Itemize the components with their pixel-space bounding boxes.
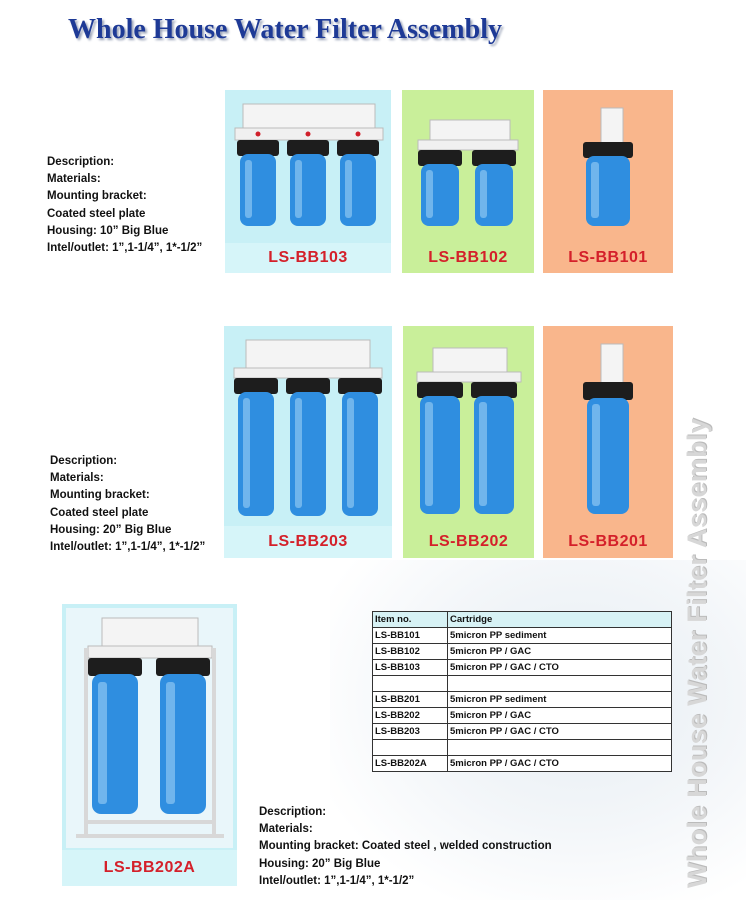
table-row: [373, 676, 672, 692]
desc-line: Housing: 10” Big Blue: [47, 224, 169, 237]
desc-line: Intel/outlet: 1”,1-1/4”, 1*-1/2”: [47, 242, 203, 255]
desc-line: Mounting bracket: Coated steel , welded construction: [259, 840, 552, 853]
item-cell: LS-BB202: [373, 708, 448, 724]
desc-line: Coated steel plate: [50, 506, 149, 519]
desc-line: Materials:: [259, 823, 313, 836]
desc-line: Intel/outlet: 1”,1-1/4”, 1*-1/2”: [50, 541, 206, 554]
desc-line: Materials:: [50, 472, 104, 485]
item-cell: LS-BB202A: [373, 756, 448, 772]
item-cell: LS-BB201: [373, 692, 448, 708]
item-cell: [373, 740, 448, 756]
desc-line: Materials:: [47, 173, 101, 186]
product-label: LS-BB202A: [62, 850, 237, 886]
product-panel-ls-bb203: [224, 326, 392, 558]
description-stand: [259, 804, 552, 890]
cartridge-cell: [448, 740, 672, 756]
side-title: Whole House Water Filter Assembly: [682, 418, 712, 888]
column-header: Item no.: [373, 612, 448, 628]
product-panel-ls-bb103: [225, 90, 391, 273]
desc-line: Housing: 20” Big Blue: [259, 857, 381, 870]
table-row: [373, 628, 672, 644]
cartridge-table: [372, 611, 672, 772]
desc-line: Intel/outlet: 1”,1-1/4”, 1*-1/2”: [259, 874, 415, 887]
filter-triple-20in-image: [224, 326, 392, 524]
product-label: LS-BB201: [568, 533, 648, 550]
table-row: [373, 644, 672, 660]
cartridge-cell: 5micron PP sediment: [448, 692, 672, 708]
table-row: [373, 740, 672, 756]
filter-double-20in-image: [403, 326, 534, 524]
product-label: LS-BB103: [225, 243, 391, 273]
desc-line: Coated steel plate: [47, 207, 146, 220]
product-label: LS-BB101: [568, 249, 648, 266]
filter-double-stand-image: [66, 608, 233, 848]
cartridge-cell: 5micron PP / GAC / CTO: [448, 724, 672, 740]
page-title: Whole House Water Filter Assembly: [68, 14, 502, 45]
table-row: [373, 756, 672, 772]
filter-triple-10in-image: [225, 90, 391, 240]
cartridge-cell: 5micron PP / GAC: [448, 644, 672, 660]
cartridge-cell: 5micron PP / GAC: [448, 708, 672, 724]
filter-single-20in-image: [543, 326, 673, 524]
cartridge-cell: 5micron PP sediment: [448, 628, 672, 644]
table-row: [373, 708, 672, 724]
item-cell: LS-BB203: [373, 724, 448, 740]
column-header: Cartridge: [448, 612, 672, 628]
product-label: LS-BB102: [428, 249, 508, 266]
product-panel-ls-bb201: [543, 326, 673, 558]
item-cell: LS-BB101: [373, 628, 448, 644]
item-cell: [373, 676, 448, 692]
product-label: LS-BB202: [428, 533, 509, 550]
desc-line: Mounting bracket:: [50, 489, 150, 502]
description-10in: [47, 154, 202, 257]
desc-line: Description:: [50, 455, 118, 467]
table-row: [373, 660, 672, 676]
product-panel-ls-bb102: [402, 90, 534, 273]
desc-line: Description:: [47, 156, 115, 168]
product-panel-ls-bb101: [543, 90, 673, 273]
filter-double-10in-image: [402, 90, 534, 240]
item-cell: LS-BB103: [373, 660, 448, 676]
product-panel-ls-bb202a: [62, 604, 237, 886]
filter-single-10in-image: [543, 90, 673, 240]
product-label: LS-BB203: [224, 526, 392, 558]
cartridge-cell: [448, 676, 672, 692]
description-20in: [50, 453, 205, 556]
table-row: [373, 724, 672, 740]
desc-line: Mounting bracket:: [47, 190, 147, 203]
cartridge-cell: 5micron PP / GAC / CTO: [448, 756, 672, 772]
product-panel-ls-bb202: [403, 326, 534, 558]
cartridge-cell: 5micron PP / GAC / CTO: [448, 660, 672, 676]
desc-line: Housing: 20” Big Blue: [50, 523, 172, 536]
item-cell: LS-BB102: [373, 644, 448, 660]
desc-line: Description:: [259, 806, 327, 818]
table-header-row: [373, 612, 672, 628]
table-row: [373, 692, 672, 708]
